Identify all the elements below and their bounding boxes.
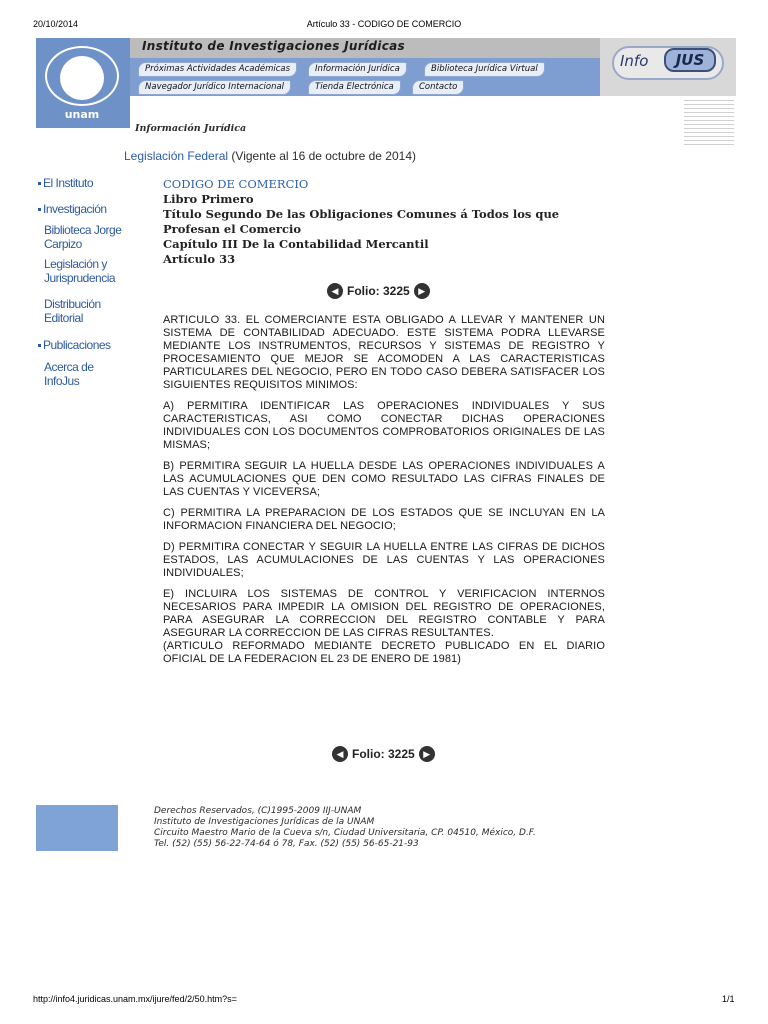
- folio-nav-top: [327, 283, 430, 299]
- print-title: Artículo 33 - CODIGO DE COMERCIO: [306, 19, 462, 29]
- footer-phone: Tel. (52) (55) 56-22-74-64 ó 78, Fax. (52) (55) 56-65-21-93: [154, 839, 419, 849]
- article-heading: [163, 177, 603, 267]
- sidebar-item-el-instituto[interactable]: El Instituto: [38, 176, 128, 190]
- reform-note: (ARTICULO REFORMADO MEDIANTE DECRETO PUBLICADO EN EL DIARIO OFICIAL DE LA FEDERACION EL 23 DE ENERO DE 1981): [163, 640, 605, 665]
- next-arrow-icon[interactable]: ▶: [414, 283, 430, 299]
- footer-institute: Instituto de Investigaciones Jurídicas de la UNAM: [154, 817, 375, 827]
- bullet-icon: [38, 208, 41, 211]
- bullet-icon: [38, 344, 41, 347]
- legislacion-federal-link[interactable]: Legislación Federal: [124, 149, 229, 163]
- prev-arrow-icon[interactable]: ◀: [332, 746, 348, 762]
- infojus-jus-text: JUS: [664, 48, 716, 72]
- nav-biblioteca-virtual[interactable]: Biblioteca Jurídica Virtual: [424, 62, 545, 77]
- article-paragraph: ARTICULO 33. EL COMERCIANTE ESTA OBLIGADO A LLEVAR Y MANTENER UN SISTEMA DE CONTABILIDAD ADECUADO. ESTE SISTEMA PODRA LLEVARSE MEDIANTE LOS INSTRUMENTOS, RECURSOS Y SISTEMAS DE REGISTRO Y PROCESAMIENTO QUE MEJOR SE ACOMODEN A LAS CARACTERISTICAS PARTICULARES DEL NEGOCIO, PERO EN TODO CASO DEBERA SATISFACER LOS SIGUIENTES REQUISITOS MINIMOS:: [163, 314, 605, 391]
- legislation-note: (Vigente al 16 de octubre de 2014): [231, 149, 416, 163]
- nav-informacion-juridica[interactable]: Información Jurídica: [308, 62, 407, 77]
- unam-seal-center: [60, 56, 104, 100]
- sidebar-item-acerca[interactable]: Acerca de InfoJus: [44, 360, 94, 388]
- nav-tienda-electronica[interactable]: Tienda Electrónica: [308, 80, 401, 95]
- heading-chapter: Capítulo III De la Contabilidad Mercantil: [163, 237, 429, 251]
- nav-proximas-actividades[interactable]: Próximas Actividades Académicas: [138, 62, 297, 77]
- sidebar-item-biblioteca[interactable]: Biblioteca Jorge Carpizo: [44, 223, 122, 251]
- nav-contacto[interactable]: Contacto: [412, 80, 464, 95]
- section-label: Información Jurídica: [135, 123, 247, 134]
- article-body: [163, 314, 605, 674]
- next-arrow-icon[interactable]: ▶: [419, 746, 435, 762]
- print-url: http://info4.juridicas.unam.mx/ijure/fed/2/50.htm?s=: [33, 994, 237, 1004]
- decorative-stripes: [684, 100, 734, 146]
- sidebar-item-investigacion[interactable]: Investigación: [38, 202, 128, 216]
- heading-article: Artículo 33: [163, 252, 236, 266]
- sidebar-item-distribucion[interactable]: Distribución Editorial: [44, 297, 101, 325]
- print-page: 1/1: [722, 994, 735, 1004]
- article-paragraph: C) PERMITIRA LA PREPARACION DE LOS ESTADOS QUE SE INCLUYAN EN LA INFORMACION FINANCIERA DEL NEGOCIO;: [163, 507, 605, 532]
- folio-label: Folio: 3225: [347, 284, 410, 298]
- bullet-icon: [38, 182, 41, 185]
- sidebar-item-publicaciones[interactable]: Publicaciones: [38, 338, 128, 352]
- nav-navegador-internacional[interactable]: Navegador Jurídico Internacional: [138, 80, 291, 95]
- footer-rights: Derechos Reservados, (C)1995-2009 IIJ-UNAM: [154, 806, 362, 816]
- footer-decoration: [36, 805, 118, 851]
- banner-title: Instituto de Investigaciones Jurídicas: [142, 39, 405, 53]
- prev-arrow-icon[interactable]: ◀: [327, 283, 343, 299]
- folio-nav-bottom: [332, 746, 435, 762]
- print-date: 20/10/2014: [33, 19, 79, 29]
- folio-label: Folio: 3225: [352, 747, 415, 761]
- article-paragraph: D) PERMITIRA CONECTAR Y SEGUIR LA HUELLA ENTRE LAS CIFRAS DE DICHOS ESTADOS, LAS ACUMULACIONES DE LAS CUENTAS Y LAS OPERACIONES INDIVIDUALES;: [163, 541, 605, 579]
- article-paragraph: B) PERMITIRA SEGUIR LA HUELLA DESDE LAS OPERACIONES INDIVIDUALES A LAS ACUMULACIONES QUE DEN COMO RESULTADO LAS CIFRAS FINALES DE LAS CUENTAS Y VICEVERSA;: [163, 460, 605, 498]
- heading-code[interactable]: CODIGO DE COMERCIO: [163, 177, 309, 191]
- footer-address: Circuito Maestro Mario de la Cueva s/n, Ciudad Universitaria, CP. 04510, México, D.F.: [154, 828, 536, 838]
- logo-text: unam: [64, 108, 100, 121]
- footer-text: [154, 806, 536, 850]
- infojus-info-text: Info: [620, 52, 649, 70]
- sidebar-item-legislacion[interactable]: Legislación y Jurisprudencia: [44, 257, 116, 285]
- heading-book: Libro Primero: [163, 192, 254, 206]
- legislation-line: [124, 149, 416, 163]
- heading-title: Título Segundo De las Obligaciones Comunes á Todos los que Profesan el Comercio: [163, 207, 560, 236]
- article-paragraph: A) PERMITIRA IDENTIFICAR LAS OPERACIONES INDIVIDUALES Y SUS CARACTERISTICAS, ASI COMO CONECTAR DICHAS OPERACIONES INDIVIDUALES CON LOS DOCUMENTOS COMPROBATORIOS ORIGINALES DE LAS MISMAS;: [163, 400, 605, 451]
- article-paragraph: E) INCLUIRA LOS SISTEMAS DE CONTROL Y VERIFICACION INTERNOS NECESARIOS PARA IMPEDIR LA OMISION DEL REGISTRO DE OPERACIONES, PARA ASEGURAR LA CORRECCION DEL REGISTRO CONTABLE Y PARA ASEGURAR LA CORRECCION DE LAS CIFRAS RESULTANTES.: [163, 588, 605, 639]
